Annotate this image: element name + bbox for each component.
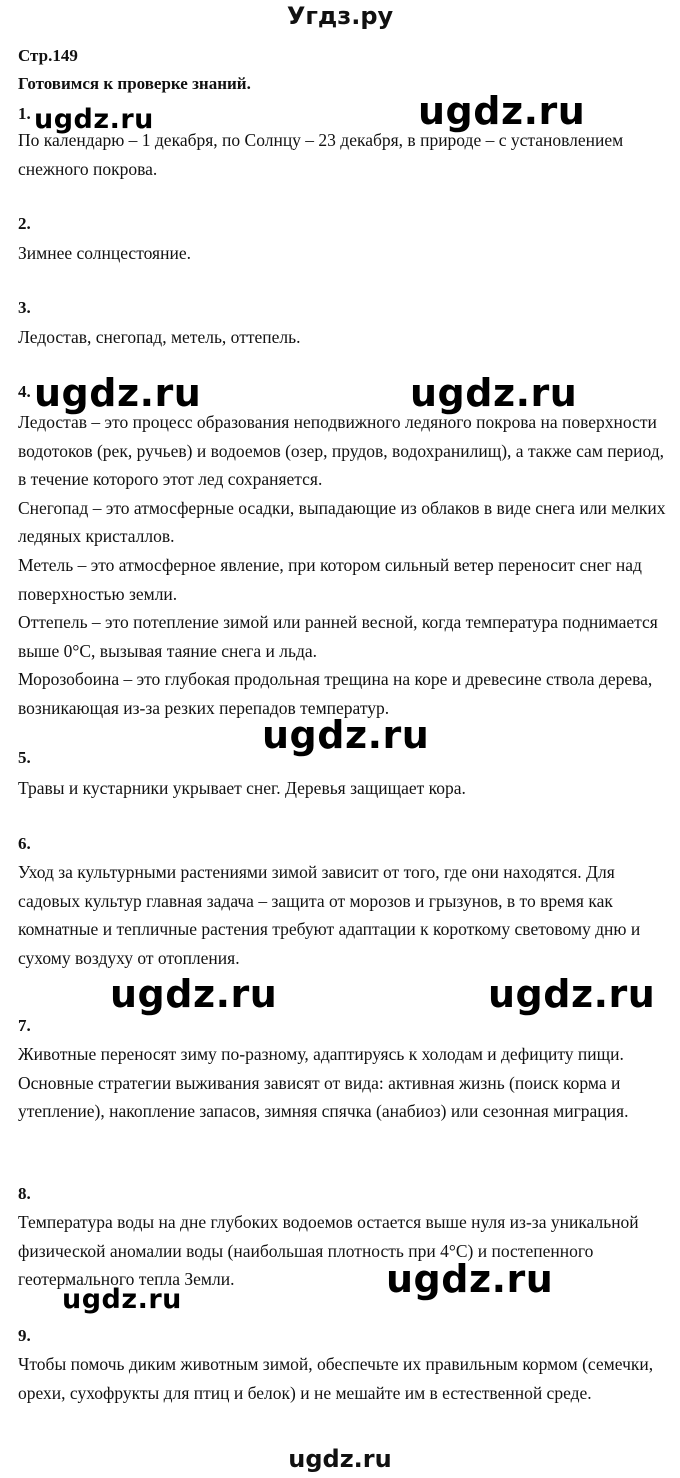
watermark: ugdz.ru	[488, 972, 656, 1016]
watermark: ugdz.ru	[386, 1257, 554, 1301]
answer-6: Уход за культурными растениями зимой зависит от того, где они находятся. Для садовых культур главная задача – защита от морозов и грызунов, в то время как комнатные и тепличные растения требуют адаптации к короткому световому дню и сухому воздуху от отопления.	[18, 862, 641, 968]
watermark: ugdz.ru	[62, 1284, 182, 1315]
answer-3: Ледостав, снегопад, метель, оттепель.	[18, 327, 301, 347]
question-number-3: 3.	[18, 298, 31, 317]
question-number-8: 8.	[18, 1184, 31, 1203]
question-number-9: 9.	[18, 1326, 31, 1345]
answer-5: Травы и кустарники укрывает снег. Деревья защищает кора.	[18, 778, 466, 798]
question-number-6: 6.	[18, 834, 31, 853]
footer-watermark: ugdz.ru	[288, 1445, 392, 1473]
site-title: Угдз.ру	[286, 2, 394, 30]
watermark: ugdz.ru	[34, 104, 154, 135]
watermark: ugdz.ru	[262, 713, 430, 757]
question-number-4: 4.	[18, 382, 31, 401]
answer-7: Животные переносят зиму по-разному, адаптируясь к холодам и дефициту пищи. Основные стратегии выживания зависят от вида: активная жизнь (поиск корма и утепление), накопление запасов, зимняя спячка (анабиоз) или сезонная миграция.	[18, 1044, 629, 1122]
watermark: ugdz.ru	[34, 371, 202, 415]
answer-8: Температура воды на дне глубоких водоемов остается выше нуля из-за уникальной физической аномалии воды (наибольшая плотность при 4°C) и постепенного геотермального тепла Земли.	[18, 1212, 639, 1290]
question-number-7: 7.	[18, 1016, 31, 1035]
question-number-2: 2.	[18, 214, 31, 233]
answer-4: Ледостав – это процесс образования неподвижного ледяного покрова на поверхности водотоков (рек, ручьев) и водоемов (озер, прудов, водохранилищ), а также сам период, в течение которого этот лед сохраняется. Снегопад – это атмосферные осадки, выпадающие из облаков в виде снега или мелких ледяных кристаллов. Метель – это атмосферное явление, при котором сильный ветер переносит снег над поверхностью земли. Оттепель – это потепление зимой или ранней весной, когда температура поднимается выше 0°C, вызывая таяние снега и льда. Морозобоина – это глубокая продольная трещина на коре и древесине ствола дерева, возникающая из-за резких перепадов температур.	[18, 412, 666, 718]
question-number-5: 5.	[18, 748, 31, 767]
watermark: ugdz.ru	[410, 371, 578, 415]
answer-9: Чтобы помочь диким животным зимой, обеспечьте их правильным кормом (семечки, орехи, сухофрукты для птиц и белок) и не мешайте им в естественной среде.	[18, 1354, 654, 1403]
answer-1: По календарю – 1 декабря, по Солнцу – 23 декабря, в природе – с установлением снежного покрова.	[18, 130, 624, 179]
section-title: Готовимся к проверке знаний.	[18, 74, 251, 93]
answer-2: Зимнее солнцестояние.	[18, 243, 191, 263]
watermark: ugdz.ru	[110, 972, 278, 1016]
page-reference: Стр.149	[18, 46, 78, 65]
question-number-1: 1.	[18, 104, 31, 123]
watermark: ugdz.ru	[418, 89, 586, 133]
